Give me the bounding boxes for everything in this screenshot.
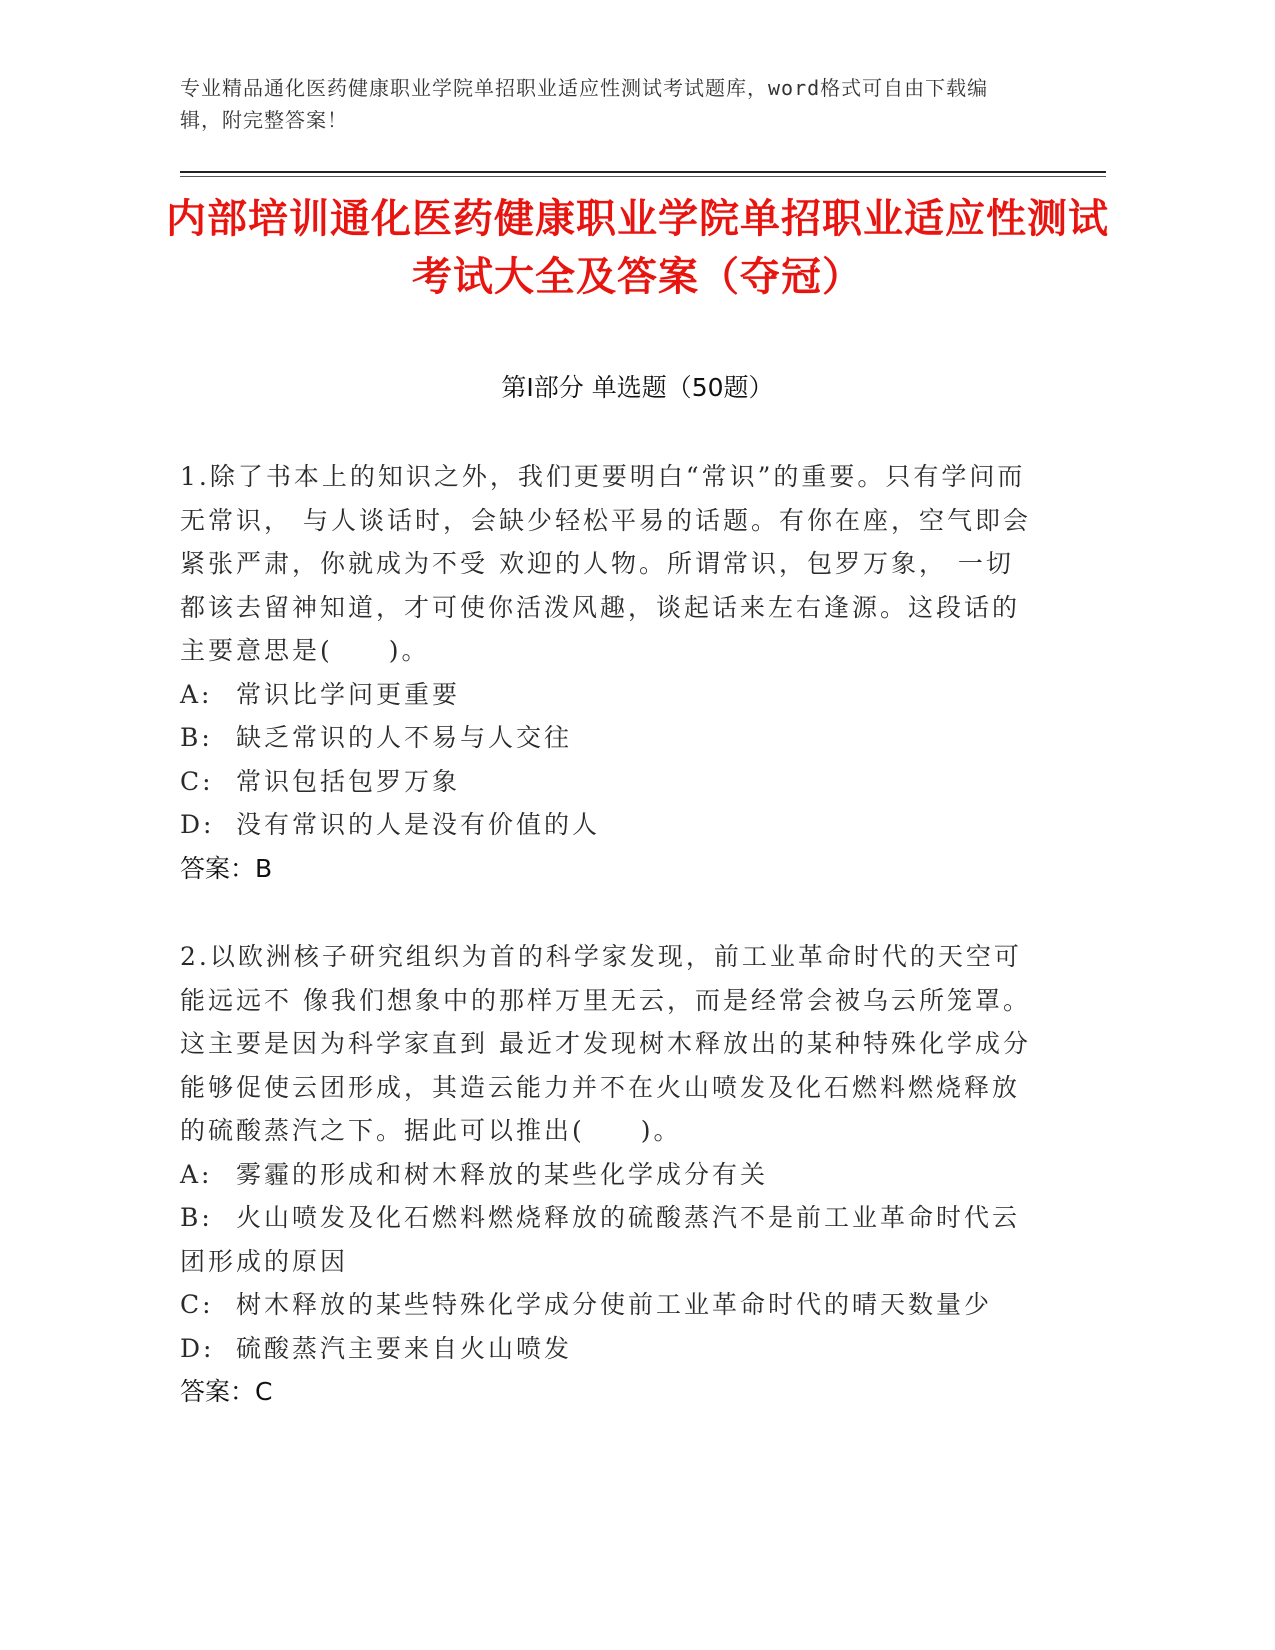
option-text: 常识包括包罗万象 bbox=[236, 766, 461, 796]
option-d bbox=[180, 803, 1040, 847]
question-2 bbox=[180, 935, 1040, 1414]
question-stem: 1.除了书本上的知识之外，我们更要明白“常识”的重要。只有学问而无常识， 与人谈话时，会缺少轻松平易的话题。有你在座，空气即会紧张严肃，你就成为不受 欢迎的人物。所谓常识，包罗万象， 一切都该去留神知道，才可使你活泼风趣，谈起话来左右逢源。这段话的主要意思是( )。 bbox=[180, 462, 1031, 665]
option-c bbox=[180, 1283, 1040, 1327]
header-note: 专业精品通化医药健康职业学院单招职业适应性测试考试题库，word格式可自由下载编辑，附完整答案！ bbox=[180, 76, 989, 132]
option-key: B: bbox=[180, 723, 213, 752]
question-stem: 2.以欧洲核子研究组织为首的科学家发现，前工业革命时代的天空可能远远不 像我们想象中的那样万里无云，而是经常会被乌云所笼罩。这主要是因为科学家直到 最近才发现树木释放出的某种特殊化学成分能够促使云团形成，其造云能力并不在火山喷发及化石燃料燃烧释放的硫酸蒸汽之下。据此可以推出( )。 bbox=[180, 942, 1031, 1145]
option-key: D: bbox=[180, 1333, 215, 1363]
document-title: 内部培训通化医药健康职业学院单招职业适应性测试考试大全及答案（夺冠） bbox=[166, 196, 1109, 300]
option-text: 常识比学问更重要 bbox=[236, 679, 461, 709]
option-key: A: bbox=[180, 679, 213, 709]
option-text: 火山喷发及化石燃料燃烧释放的硫酸蒸汽不是前工业革命时代云团形成的原因 bbox=[180, 1203, 1021, 1276]
option-c bbox=[180, 760, 1040, 804]
answer-line: 答案：B bbox=[180, 853, 273, 883]
option-key: C: bbox=[180, 766, 214, 796]
option-a bbox=[180, 673, 1040, 717]
option-b bbox=[180, 1196, 1040, 1283]
option-key: D: bbox=[180, 810, 215, 839]
option-text: 硫酸蒸汽主要来自火山喷发 bbox=[236, 1333, 573, 1363]
section-title: 第Ⅰ部分 单选题（50题） bbox=[501, 373, 774, 402]
answer-line: 答案：C bbox=[180, 1377, 273, 1406]
option-d bbox=[180, 1327, 1040, 1371]
header-divider bbox=[180, 171, 1106, 173]
option-key: A: bbox=[180, 1159, 213, 1189]
option-key: B: bbox=[180, 1203, 213, 1232]
option-b bbox=[180, 716, 1040, 760]
option-text: 没有常识的人是没有价值的人 bbox=[236, 810, 601, 839]
header-divider-thin bbox=[180, 176, 1106, 177]
option-text: 缺乏常识的人不易与人交往 bbox=[236, 723, 573, 752]
option-key: C: bbox=[180, 1290, 214, 1319]
option-text: 雾霾的形成和树木释放的某些化学成分有关 bbox=[236, 1159, 769, 1189]
question-1 bbox=[180, 455, 1040, 890]
option-a bbox=[180, 1153, 1040, 1197]
option-text: 树木释放的某些特殊化学成分使前工业革命时代的晴天数量少 bbox=[236, 1290, 993, 1319]
